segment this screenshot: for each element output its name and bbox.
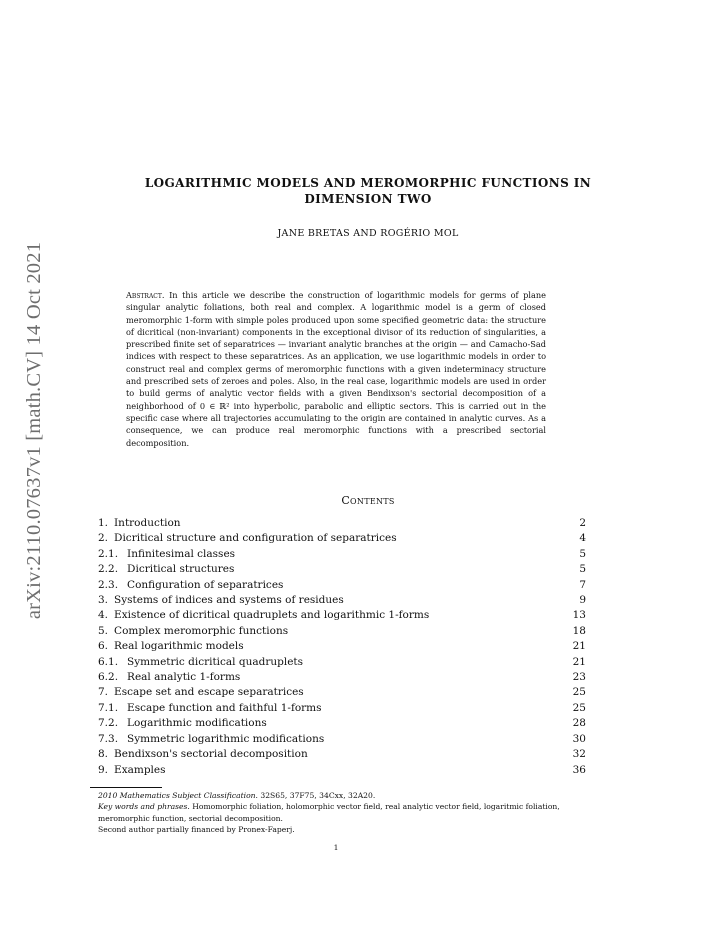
footnote-funding: Second author partially financed by Pronex-Faperj.: [98, 825, 295, 835]
table-of-contents: [98, 516, 586, 778]
toc-entry-label: [98, 547, 235, 562]
toc-entry-title: Symmetric logarithmic modifications: [127, 732, 325, 745]
toc-entry-page: 18: [572, 624, 586, 637]
arxiv-identifier-text: arXiv:2110.07637v1 [math.CV] 14 Oct 2021: [23, 241, 46, 619]
toc-entry-number: 1.: [98, 517, 109, 529]
toc-entry-number: 6.2.: [98, 671, 119, 684]
toc-entry-label: [98, 624, 288, 639]
toc-entry-number: 3.: [98, 594, 109, 607]
toc-entry[interactable]: [98, 547, 586, 562]
toc-entry-page: 4: [579, 532, 586, 545]
abstract: [126, 289, 546, 449]
toc-entry[interactable]: [98, 670, 586, 685]
toc-entry-label: [98, 701, 322, 716]
paper-authors: JANE BRETAS AND ROGÉRIO MOL: [277, 228, 459, 239]
toc-entry-label: [98, 562, 234, 577]
toc-entry[interactable]: [98, 608, 586, 623]
footnote-keywords-text: Homomorphic foliation, holomorphic vector field, real analytic vector field, logaritmic foliation, meromorphic function, sectorial decomposition.: [98, 802, 560, 823]
toc-entry-label: [98, 516, 181, 531]
toc-entry-title: Real analytic 1-forms: [127, 671, 241, 684]
page-number: 1: [333, 843, 339, 852]
toc-entry-label: [98, 685, 304, 700]
toc-entry-page: 25: [572, 701, 586, 714]
toc-entry-label: [98, 655, 303, 670]
toc-entry-title: Introduction: [114, 517, 181, 529]
toc-entry-number: 7.1.: [98, 701, 119, 714]
toc-entry-title: Bendixson's sectorial decomposition: [114, 748, 308, 761]
toc-entry-label: [98, 716, 267, 731]
toc-entry-number: 7.2.: [98, 717, 119, 730]
toc-entry-label: [98, 608, 429, 623]
toc-entry-number: 5.: [98, 624, 109, 637]
toc-entry-number: 6.1.: [98, 655, 119, 668]
toc-entry[interactable]: [98, 639, 586, 654]
toc-entry-title: Complex meromorphic functions: [114, 624, 289, 637]
footnote-msc: [86, 790, 586, 801]
toc-entry-page: 7: [579, 578, 586, 591]
toc-entry-page: 5: [579, 563, 586, 576]
toc-entry-number: 9.: [98, 763, 109, 776]
footnote-msc-text: 32S65, 37F75, 34Cxx, 32A20.: [260, 791, 376, 800]
toc-entry-page: 36: [572, 763, 586, 776]
toc-entry-title: Logarithmic modifications: [127, 717, 267, 730]
abstract-label: Abstract.: [126, 290, 165, 300]
toc-entry-title: Dicritical structure and configuration of separatrices: [114, 532, 397, 545]
toc-entry[interactable]: [98, 655, 586, 670]
toc-entry-title: Escape set and escape separatrices: [114, 686, 304, 699]
toc-entry[interactable]: [98, 624, 586, 639]
toc-entry-label: [98, 531, 397, 546]
toc-entry[interactable]: [98, 732, 586, 747]
toc-entry-page: 28: [572, 717, 586, 730]
contents-heading: Contents: [341, 494, 395, 507]
toc-entry[interactable]: [98, 701, 586, 716]
toc-entry[interactable]: [98, 516, 586, 531]
footnotes: [86, 790, 586, 836]
toc-entry[interactable]: [98, 716, 586, 731]
toc-entry-label: [98, 578, 283, 593]
toc-entry-number: 6.: [98, 640, 109, 653]
toc-entry-number: 4.: [98, 609, 109, 622]
toc-entry-label: [98, 747, 308, 762]
toc-entry-page: 23: [572, 671, 586, 684]
toc-entry-number: 7.: [98, 686, 109, 699]
toc-entry[interactable]: [98, 531, 586, 546]
toc-entry[interactable]: [98, 562, 586, 577]
toc-entry-page: 5: [579, 547, 586, 560]
toc-entry-number: 2.3.: [98, 578, 119, 591]
paper-title-line-2: DIMENSION TWO: [304, 192, 432, 206]
toc-entry[interactable]: [98, 685, 586, 700]
toc-entry-page: 13: [572, 609, 586, 622]
toc-entry-page: 25: [572, 686, 586, 699]
toc-entry-number: 2.2.: [98, 563, 119, 576]
arxiv-identifier: [20, 210, 50, 650]
toc-entry-label: [98, 593, 344, 608]
toc-entry-title: Escape function and faithful 1-forms: [127, 701, 322, 714]
toc-entry-page: 21: [572, 655, 586, 668]
toc-entry[interactable]: [98, 578, 586, 593]
toc-entry-page: 32: [572, 748, 586, 761]
toc-entry-title: Real logarithmic models: [114, 640, 244, 653]
toc-entry-label: [98, 732, 324, 747]
footnote-msc-label: 2010 Mathematics Subject Classification.: [98, 791, 258, 800]
toc-entry-number: 2.1.: [98, 547, 119, 560]
toc-entry-page: 21: [572, 640, 586, 653]
footnote-keywords-label: Key words and phrases.: [98, 802, 190, 812]
toc-entry[interactable]: [98, 763, 586, 778]
toc-entry-label: [98, 639, 244, 654]
toc-entry-page: 30: [572, 732, 586, 745]
toc-entry-label: [98, 763, 166, 778]
toc-entry-title: Infinitesimal classes: [127, 547, 236, 560]
paper-title: [96, 175, 640, 207]
footnote-rule: [90, 787, 162, 788]
toc-entry[interactable]: [98, 593, 586, 608]
toc-entry-label: [98, 670, 240, 685]
toc-entry-title: Existence of dicritical quadruplets and logarithmic 1-forms: [114, 609, 430, 622]
paper-title-line-1: LOGARITHMIC MODELS AND MEROMORPHIC FUNCTIONS IN: [144, 176, 592, 190]
toc-entry-page: 9: [579, 594, 586, 607]
toc-entry-number: 7.3.: [98, 732, 119, 745]
footnote-keywords: [86, 801, 586, 824]
toc-entry-number: 8.: [98, 748, 109, 761]
toc-entry[interactable]: [98, 747, 586, 762]
toc-entry-title: Systems of indices and systems of residues: [114, 594, 344, 607]
toc-entry-title: Dicritical structures: [127, 563, 235, 576]
toc-entry-title: Configuration of separatrices: [127, 578, 284, 591]
abstract-text: In this article we describe the construction of logarithmic models for germs of plane singular analytic foliations, both real and complex. A logarithmic model is a germ of closed meromorphic 1-form with simple poles produced upon some specified geometric data: the structure of dicritical (non-invariant) components in the exceptional divisor of its reduction of singularities, a prescribed finite set of separatrices — invariant analytic branches at the origin — and Camacho-Sad indices with respect to these separatrices. As an application, we use logarithmic models in order to construct real and complex germs of meromorphic functions with a given indeterminacy structure and prescribed sets of zeroes and poles. Also, in the real case, logarithmic models are used in order to build germs of analytic vector fields with a given Bendixson's sectorial decomposition of a neighborhood of 0 ∈ ℝ² into hyperbolic, parabolic and elliptic sectors. This is carried out in the specific case where all trajectories accumulating to the origin are contained in analytic curves. As a consequence, we can produce real meromorphic functions with a prescribed sectorial decomposition.: [126, 290, 546, 448]
toc-entry-page: 2: [579, 517, 586, 529]
toc-entry-title: Symmetric dicritical quadruplets: [127, 655, 304, 668]
toc-entry-title: Examples: [114, 763, 166, 776]
toc-entry-number: 2.: [98, 532, 109, 545]
